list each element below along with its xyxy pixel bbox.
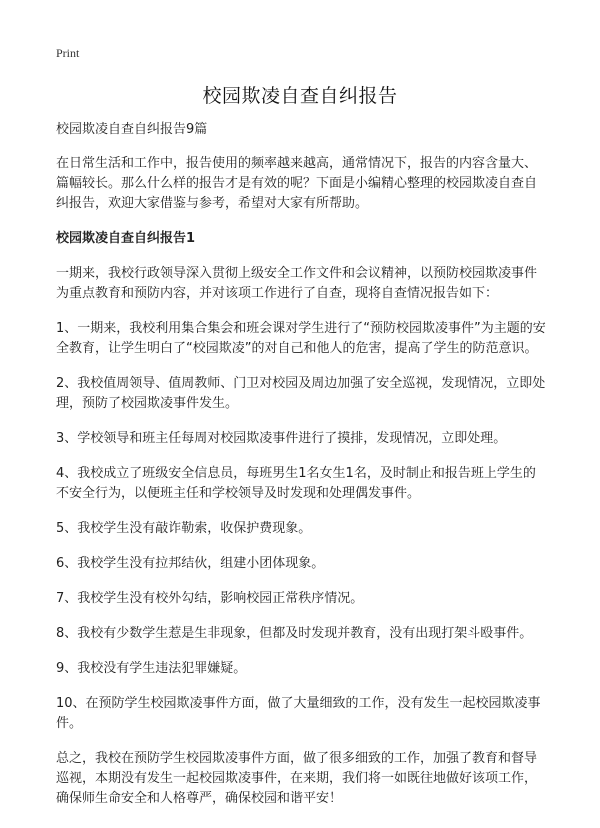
paragraph-item-5: 5、我校学生没有敲诈勒索，收保护费现象。 <box>56 521 312 536</box>
paragraph-item-7: 7、我校学生没有校外勾结，影响校园正常秩序情况。 <box>56 591 364 606</box>
paragraph-item-9: 9、我校没有学生违法犯罪嫌疑。 <box>56 661 247 676</box>
paragraph-item-10: 10、在预防学生校园欺凌事件方面，做了大量细致的工作，没有发生一起校园欺凌事件。 <box>56 696 541 731</box>
page-title: 校园欺凌自查自纠报告 <box>202 85 398 107</box>
paragraph-item-1: 1、一期来，我校利用集合集会和班会课对学生进行了“预防校园欺凌事件”为主题的安全教育，让学生明白了“校园欺凌”的对自己和他人的危害，提高了学生的防范意识。 <box>56 321 546 356</box>
paragraph-opening: 一期来，我校行政领导深入贯彻上级安全工作文件和会议精神，以预防校园欺凌事件为重点教育和预防内容，并对该项工作进行了自查，现将自查情况报告如下： <box>56 266 538 301</box>
print-link[interactable]: Print <box>56 46 80 60</box>
paragraph-item-3: 3、学校领导和班主任每周对校园欺凌事件进行了摸排，发现情况，立即处理。 <box>56 431 507 446</box>
paragraph-item-8: 8、我校有少数学生惹是生非现象，但都及时发现并教育，没有出现打架斗殴事件。 <box>56 626 533 641</box>
paragraph-item-2: 2、我校值周领导、值周教师、门卫对校园及周边加强了安全巡视，发现情况，立即处理，预防了校园欺凌事件发生。 <box>56 376 546 411</box>
intro-paragraph: 在日常生活和工作中，报告使用的频率越来越高，通常情况下，报告的内容含量大、篇幅较长。那么什么样的报告才是有效的呢？下面是小编精心整理的校园欺凌自查自纠报告，欢迎大家借鉴与参考，希望对大家有所帮助。 <box>56 156 538 211</box>
section-heading: 校园欺凌自查自纠报告1 <box>56 231 196 246</box>
document-subtitle: 校园欺凌自查自纠报告9篇 <box>56 122 208 137</box>
document-body <box>56 120 548 824</box>
paragraph-conclusion: 总之，我校在预防学生校园欺凌事件方面，做了很多细致的工作，加强了教育和督导巡视，本期没有发生一起校园欺凌事件，在来期，我们将一如既往地做好该项工作，确保师生命安全和人格尊严，确保校园和谐平安！ <box>56 751 538 806</box>
paragraph-item-6: 6、我校学生没有拉邦结伙，组建小团体现象。 <box>56 556 325 571</box>
paragraph-item-4: 4、我校成立了班级安全信息员，每班男生1名女生1名，及时制止和报告班上学生的不安全行为，以便班主任和学校领导及时发现和处理偶发事件。 <box>56 466 536 501</box>
